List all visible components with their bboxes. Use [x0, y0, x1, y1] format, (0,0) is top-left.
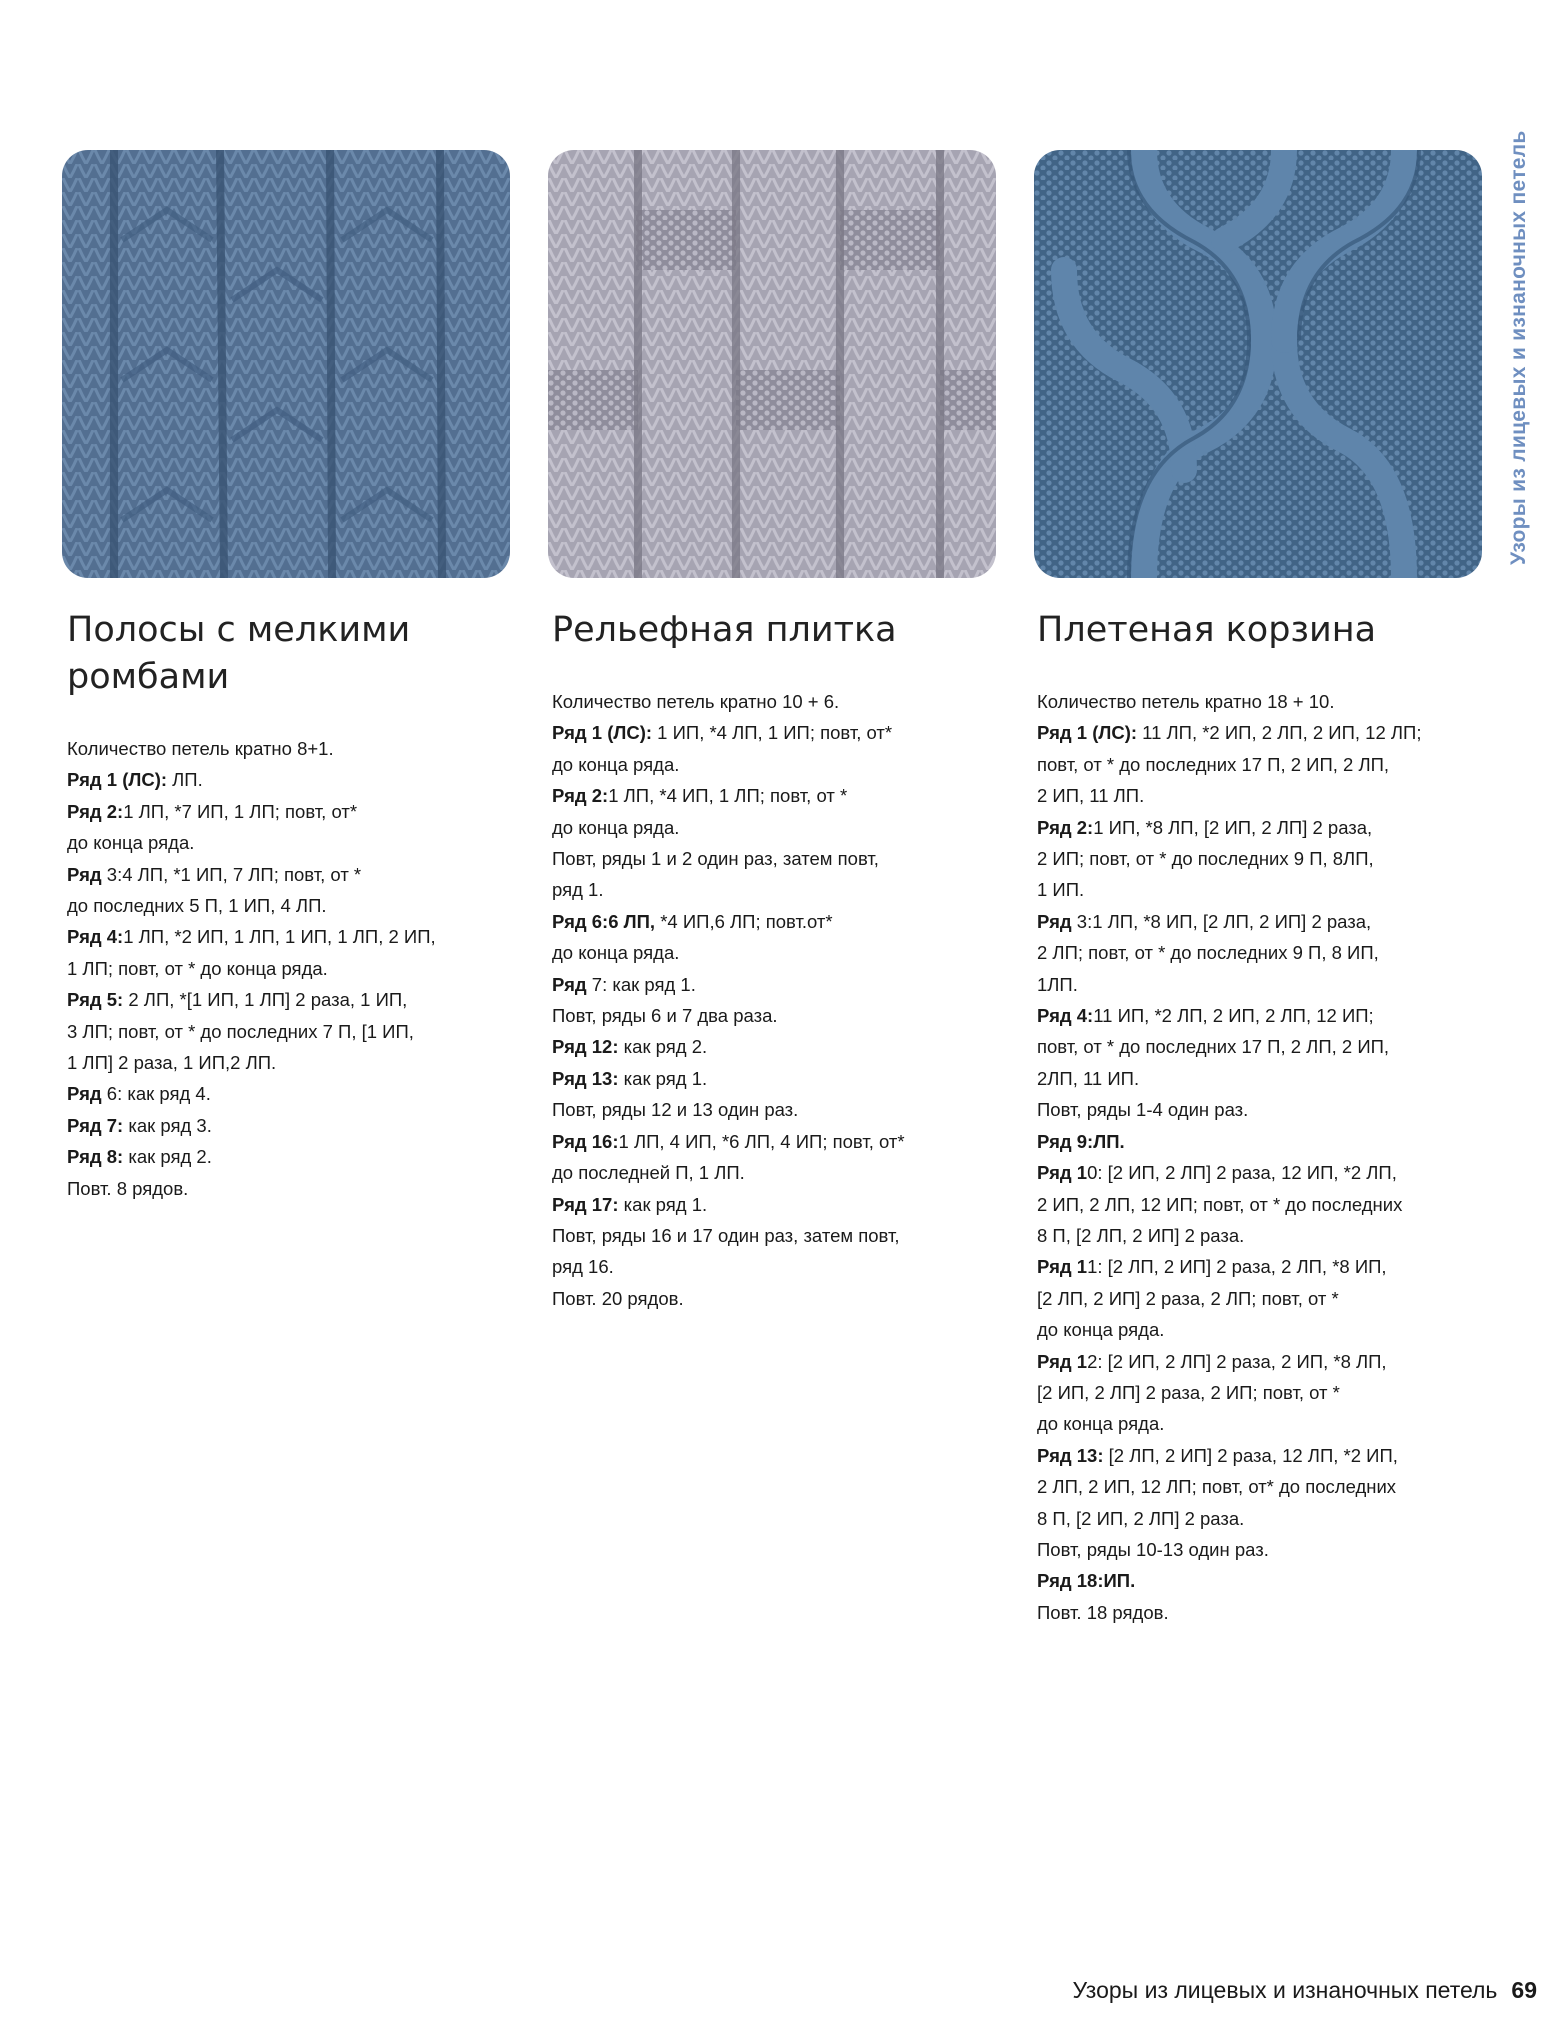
- instruction-line: [1037, 1031, 1487, 1062]
- instruction-line: [1037, 1189, 1487, 1220]
- row-label: Ряд 1 (ЛС):: [552, 722, 653, 744]
- row-text: *4 ИП,6 ЛП; повт.от*: [655, 910, 833, 932]
- row-text: 1 ЛП, 4 ИП, *6 ЛП, 4 ИП; повт, от*: [618, 1130, 905, 1152]
- instruction-line: [1037, 1471, 1487, 1502]
- row-label: Ряд 17:: [552, 1193, 619, 1215]
- instruction-line: [1037, 937, 1487, 968]
- row-text: до конца ряда.: [1037, 1413, 1165, 1435]
- row-text: 1 ИП.: [1037, 879, 1085, 901]
- instruction-line: [552, 812, 992, 843]
- row-text: Повт, ряды 12 и 13 один раз.: [552, 1099, 799, 1121]
- instruction-line: [1037, 1534, 1487, 1565]
- pattern-instructions: [552, 686, 992, 1314]
- row-text: 11 ИП, *2 ЛП, 2 ИП, 2 ЛП, 12 ИП;: [1093, 1005, 1374, 1027]
- row-text: 3:4 ЛП, *1 ИП, 7 ЛП; повт, от *: [106, 863, 362, 885]
- row-text: как ряд 1.: [618, 1067, 708, 1089]
- row-label: Ряд 1 (ЛС):: [1037, 722, 1138, 744]
- instruction-line: [552, 1126, 992, 1157]
- instruction-line: [1037, 906, 1487, 937]
- row-text: до последних 5 П, 1 ИП, 4 ЛП.: [67, 895, 327, 917]
- row-label: Ряд: [67, 863, 107, 885]
- instruction-line: [552, 780, 992, 811]
- instruction-line: [1037, 1565, 1487, 1596]
- page-number: 69: [1511, 1977, 1537, 2003]
- instruction-line: [552, 686, 992, 717]
- row-text: 1 ИП, *8 ЛП, [2 ИП, 2 ЛП] 2 раза,: [1093, 816, 1373, 838]
- instruction-line: [67, 827, 507, 858]
- row-text: как ряд 2.: [618, 1036, 708, 1058]
- instruction-line: [552, 749, 992, 780]
- instruction-line: [1037, 874, 1487, 905]
- row-label: Ряд 8:: [67, 1146, 124, 1168]
- row-text: 11 ЛП, *2 ИП, 2 ЛП, 2 ИП, 12 ЛП;: [1137, 722, 1422, 744]
- swatch-image-woven-basket: [1034, 150, 1482, 578]
- row-text: как ряд 2.: [123, 1146, 212, 1168]
- row-label: Ряд 1: [1037, 1256, 1088, 1278]
- instruction-line: [1037, 1314, 1487, 1345]
- instruction-line: [1037, 749, 1487, 780]
- instruction-line: [552, 1251, 992, 1282]
- instruction-line: [67, 921, 507, 952]
- row-text: до последней П, 1 ЛП.: [552, 1162, 745, 1184]
- pattern-instructions: [67, 733, 507, 1204]
- footer-section-title: Узоры из лицевых и изнаночных петель: [1072, 1977, 1498, 2003]
- row-text: повт, от * до последних 17 П, 2 ИП, 2 ЛП,: [1037, 753, 1390, 775]
- row-text: 2 ЛП, 2 ИП, 12 ЛП; повт, от* до последних: [1037, 1476, 1397, 1498]
- row-label: Ряд 12:: [552, 1036, 619, 1058]
- instruction-line: [1037, 780, 1487, 811]
- instruction-line: [552, 874, 992, 905]
- row-text: ЛП.: [167, 769, 203, 791]
- row-text: Количество петель кратно 18 + 10.: [1037, 691, 1335, 712]
- instruction-line: [1037, 969, 1487, 1000]
- row-text: Повт, ряды 1-4 один раз.: [1037, 1099, 1249, 1121]
- row-text: 3:1 ЛП, *8 ИП, [2 ЛП, 2 ИП] 2 раза,: [1076, 910, 1372, 932]
- pattern-column-relief-tile: [552, 607, 992, 1314]
- pattern-title-line: Плетеная корзина: [1037, 610, 1377, 650]
- row-text: 1ЛП.: [1037, 973, 1078, 995]
- instruction-line: [67, 1173, 507, 1204]
- instruction-line: [552, 1189, 992, 1220]
- row-text: 1 ИП, *4 ЛП, 1 ИП; повт, от*: [652, 722, 893, 744]
- row-text: Повт, ряды 6 и 7 два раза.: [552, 1005, 778, 1027]
- pattern-column-small-diamond-stripes: [67, 607, 507, 1204]
- row-text: 6: как ряд 4.: [106, 1083, 211, 1105]
- row-label: Ряд 2:: [552, 785, 609, 807]
- instruction-line: [552, 906, 992, 937]
- instruction-line: [552, 969, 992, 1000]
- row-text: 1 ЛП] 2 раза, 1 ИП,2 ЛП.: [67, 1052, 277, 1074]
- instruction-line: [552, 1283, 992, 1314]
- row-text: до конца ряда.: [1037, 1319, 1165, 1341]
- row-text: как ряд 3.: [123, 1114, 212, 1136]
- row-label: Ряд: [67, 1083, 107, 1105]
- row-text: 2ЛП, 11 ИП.: [1037, 1067, 1140, 1089]
- row-text: 8 П, [2 ЛП, 2 ИП] 2 раза.: [1037, 1224, 1245, 1246]
- pattern-title: [67, 607, 507, 701]
- instruction-line: [67, 796, 507, 827]
- row-text: [2 ЛП, 2 ИП] 2 раза, 12 ЛП, *2 ИП,: [1103, 1444, 1398, 1466]
- pattern-title-line: ромбами: [67, 657, 230, 697]
- instruction-line: [1037, 1283, 1487, 1314]
- instruction-line: [552, 1000, 992, 1031]
- instruction-line: [67, 1110, 507, 1141]
- instruction-line: [67, 953, 507, 984]
- row-text: до конца ряда.: [552, 942, 680, 964]
- row-label: Ряд: [1037, 910, 1077, 932]
- row-label: Ряд: [552, 973, 592, 995]
- swatch-image-relief-tile: [548, 150, 996, 578]
- instruction-line: [1037, 1346, 1487, 1377]
- row-text: 3 ЛП; повт, от * до последних 7 П, [1 ИП,: [67, 1020, 414, 1042]
- row-text: [2 ИП, 2 ЛП] 2 раза, 2 ИП; повт, от *: [1037, 1381, 1340, 1403]
- instruction-line: [552, 1157, 992, 1188]
- row-label: Ряд 1: [1037, 1350, 1088, 1372]
- instruction-line: [552, 937, 992, 968]
- row-label: Ряд 7:: [67, 1114, 124, 1136]
- instruction-line: [67, 1047, 507, 1078]
- instruction-line: [1037, 1157, 1487, 1188]
- row-text: 1 ЛП; повт, от * до конца ряда.: [67, 957, 328, 979]
- row-text: 0: [2 ИП, 2 ЛП] 2 раза, 12 ИП, *2 ЛП,: [1087, 1162, 1397, 1184]
- instruction-line: [67, 890, 507, 921]
- instruction-line: [1037, 812, 1487, 843]
- row-label: Ряд 2:: [67, 800, 124, 822]
- row-label: Ряд 4:: [67, 926, 124, 948]
- row-text: 2: [2 ИП, 2 ЛП] 2 раза, 2 ИП, *8 ЛП,: [1087, 1350, 1387, 1372]
- side-section-title: Узоры из лицевых и изнаночных петель: [1507, 130, 1530, 565]
- instruction-line: [67, 859, 507, 890]
- row-text: 1 ЛП, *7 ИП, 1 ЛП; повт, от*: [123, 800, 358, 822]
- instruction-line: [1037, 1094, 1487, 1125]
- instruction-line: [1037, 1220, 1487, 1251]
- row-text: Повт, ряды 1 и 2 один раз, затем повт,: [552, 848, 879, 870]
- page-footer: [1072, 1977, 1537, 2004]
- instruction-line: [552, 1031, 992, 1062]
- instruction-line: [67, 733, 507, 764]
- pattern-column-woven-basket: [1037, 607, 1487, 1628]
- pattern-title: [552, 607, 992, 654]
- instruction-line: [67, 1016, 507, 1047]
- row-text: 2 ИП; повт, от * до последних 9 П, 8ЛП,: [1037, 848, 1374, 870]
- row-text: 8 П, [2 ИП, 2 ЛП] 2 раза.: [1037, 1507, 1245, 1529]
- row-label: Ряд 6:6 ЛП,: [552, 910, 656, 932]
- instruction-line: [552, 717, 992, 748]
- instruction-line: [1037, 1597, 1487, 1628]
- instruction-line: [67, 984, 507, 1015]
- row-label: Ряд 9:ЛП.: [1037, 1130, 1125, 1152]
- instruction-line: [1037, 1000, 1487, 1031]
- row-text: 2 ИП, 11 ЛП.: [1037, 785, 1145, 807]
- row-text: повт, от * до последних 17 П, 2 ЛП, 2 ИП,: [1037, 1036, 1390, 1058]
- pattern-title-line: Рельефная плитка: [552, 610, 897, 650]
- row-text: до конца ряда.: [552, 816, 680, 838]
- row-text: Количество петель кратно 10 + 6.: [552, 691, 840, 712]
- row-text: ряд 16.: [552, 1256, 614, 1278]
- row-label: Ряд 13:: [552, 1067, 619, 1089]
- instruction-line: [552, 1094, 992, 1125]
- row-text: 1 ЛП, *2 ИП, 1 ЛП, 1 ИП, 1 ЛП, 2 ИП,: [123, 926, 436, 948]
- row-text: ряд 1.: [552, 879, 604, 901]
- row-text: 1: [2 ЛП, 2 ИП] 2 раза, 2 ЛП, *8 ИП,: [1087, 1256, 1387, 1278]
- instruction-line: [1037, 717, 1487, 748]
- row-text: 2 ЛП; повт, от * до последних 9 П, 8 ИП,: [1037, 942, 1379, 964]
- instruction-line: [67, 764, 507, 795]
- row-label: Ряд 2:: [1037, 816, 1094, 838]
- row-text: 2 ЛП, *[1 ИП, 1 ЛП] 2 раза, 1 ИП,: [123, 989, 408, 1011]
- row-text: Повт. 18 рядов.: [1037, 1601, 1169, 1623]
- row-text: 1 ЛП, *4 ИП, 1 ЛП; повт, от *: [608, 785, 848, 807]
- instruction-line: [1037, 1440, 1487, 1471]
- instruction-line: [1037, 1063, 1487, 1094]
- instruction-line: [1037, 686, 1487, 717]
- row-text: Повт, ряды 10-13 один раз.: [1037, 1538, 1269, 1560]
- row-text: [2 ЛП, 2 ИП] 2 раза, 2 ЛП; повт, от *: [1037, 1287, 1339, 1309]
- instruction-line: [1037, 1126, 1487, 1157]
- row-text: Повт. 8 рядов.: [67, 1177, 189, 1199]
- row-label: Ряд 16:: [552, 1130, 619, 1152]
- row-text: до конца ряда.: [552, 753, 680, 775]
- row-text: Повт, ряды 16 и 17 один раз, затем повт,: [552, 1224, 900, 1246]
- row-label: Ряд 18:ИП.: [1037, 1570, 1136, 1592]
- row-text: 7: как ряд 1.: [591, 973, 696, 995]
- row-text: как ряд 1.: [618, 1193, 708, 1215]
- instruction-line: [67, 1078, 507, 1109]
- pattern-instructions: [1037, 686, 1487, 1628]
- row-label: Ряд 4:: [1037, 1005, 1094, 1027]
- instruction-line: [1037, 1377, 1487, 1408]
- instruction-line: [552, 843, 992, 874]
- instruction-line: [1037, 1251, 1487, 1282]
- instruction-line: [1037, 1503, 1487, 1534]
- row-text: до конца ряда.: [67, 832, 195, 854]
- row-text: 2 ИП, 2 ЛП, 12 ИП; повт, от * до последних: [1037, 1193, 1403, 1215]
- row-label: Ряд 1: [1037, 1162, 1088, 1184]
- pattern-title: [1037, 607, 1487, 654]
- pattern-title-line: Полосы с мелкими: [67, 610, 411, 650]
- row-text: Количество петель кратно 8+1.: [67, 738, 334, 759]
- row-label: Ряд 13:: [1037, 1444, 1104, 1466]
- instruction-line: [552, 1063, 992, 1094]
- row-label: Ряд 5:: [67, 989, 124, 1011]
- instruction-line: [1037, 843, 1487, 874]
- instruction-line: [67, 1141, 507, 1172]
- row-label: Ряд 1 (ЛС):: [67, 769, 168, 791]
- instruction-line: [1037, 1408, 1487, 1439]
- instruction-line: [552, 1220, 992, 1251]
- row-text: Повт. 20 рядов.: [552, 1287, 684, 1309]
- swatch-image-small-diamond-stripes: [62, 150, 510, 578]
